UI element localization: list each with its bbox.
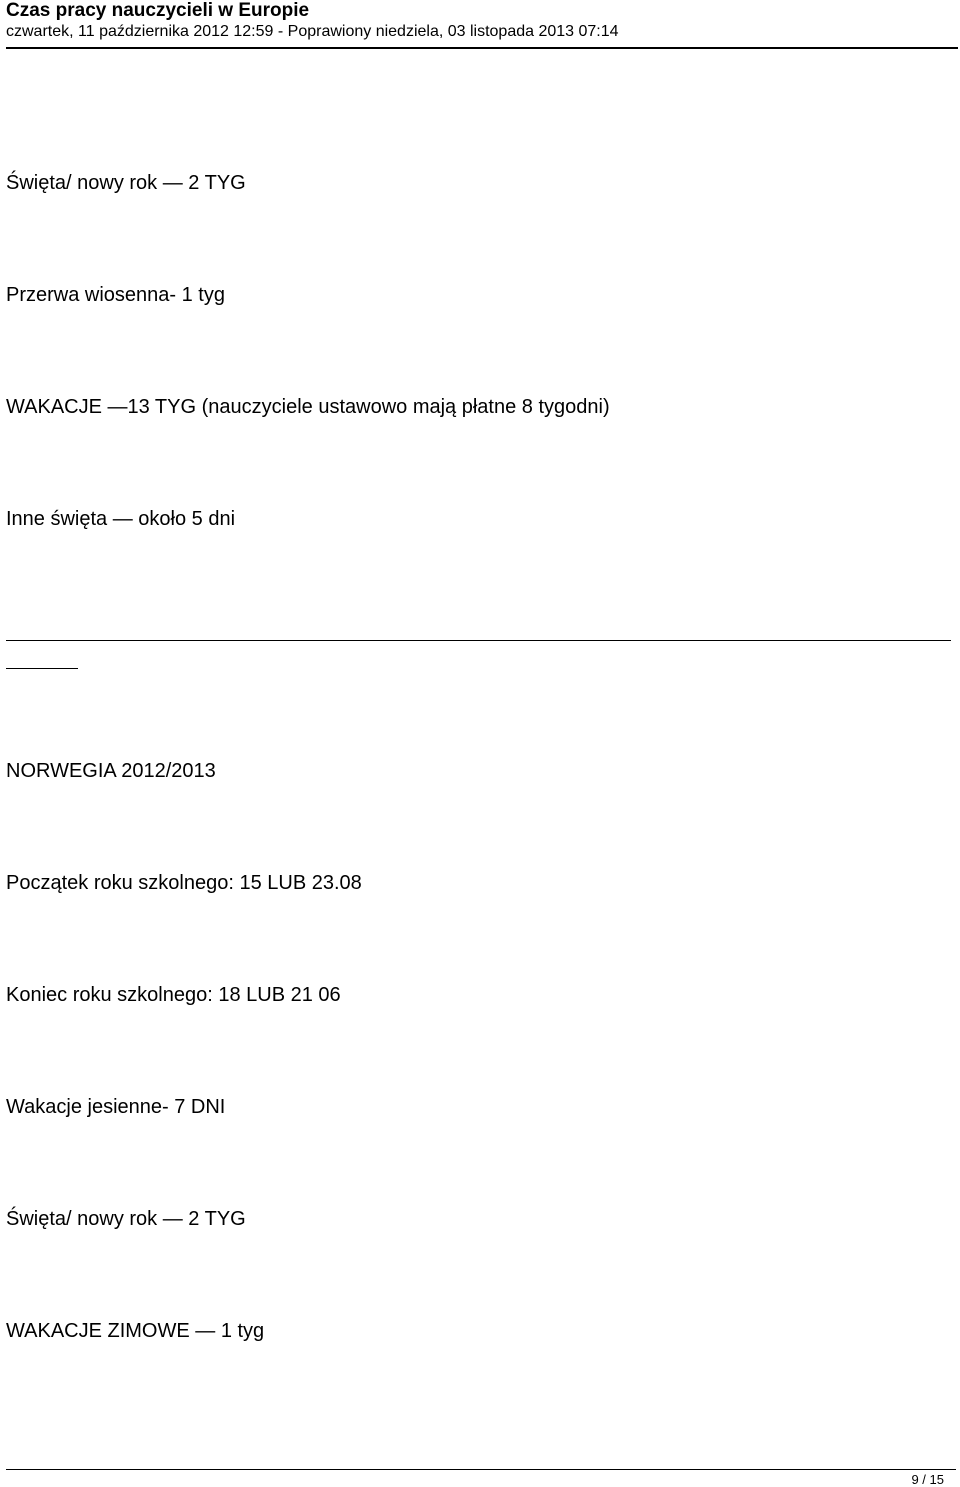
paragraph-school-year-start: Początek roku szkolnego: 15 LUB 23.08	[6, 872, 362, 894]
document-title: Czas pracy nauczycieli w Europie	[6, 0, 310, 21]
page-number: 9 / 15	[911, 1472, 944, 1487]
paragraph-winter-holidays: WAKACJE ZIMOWE — 1 tyg	[6, 1320, 265, 1342]
paragraph-spring-break: Przerwa wiosenna- 1 tyg	[6, 284, 225, 306]
document-dates: czwartek, 11 października 2012 12:59 - Poprawiony niedziela, 03 listopada 2013 07:14	[6, 23, 619, 40]
section-heading-norway: NORWEGIA 2012/2013	[6, 760, 216, 782]
paragraph-other-holidays: Inne święta — około 5 dni	[6, 508, 236, 530]
paragraph-school-year-end: Koniec roku szkolnego: 18 LUB 21 06	[6, 984, 341, 1006]
paragraph-autumn-holidays: Wakacje jesienne- 7 DNI	[6, 1096, 226, 1118]
section-divider-short	[6, 668, 78, 669]
header-divider	[6, 47, 958, 49]
section-divider-long	[6, 640, 951, 641]
paragraph-holidays-new-year: Święta/ nowy rok — 2 TYG	[6, 172, 246, 194]
footer-divider	[6, 1469, 956, 1470]
paragraph-summer-holidays: WAKACJE —13 TYG (nauczyciele ustawowo mają płatne 8 tygodni)	[6, 396, 610, 418]
paragraph-holidays-new-year-norway: Święta/ nowy rok — 2 TYG	[6, 1208, 246, 1230]
